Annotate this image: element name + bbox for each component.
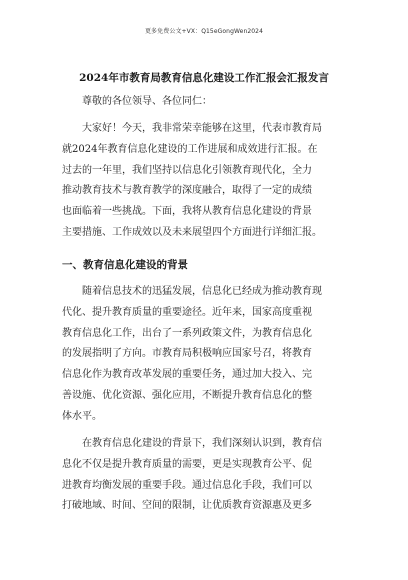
paragraph-line: 的发展指明了方向。市教育局积极响应国家号召，将教育 [62, 348, 312, 360]
paragraph-line: 大家好！今天，我非常荣幸能够在这里，代表市教育局 [82, 123, 322, 134]
paragraph-line: 在教育信息化建设的背景下，我们深刻认识到，教育信 [82, 438, 322, 449]
paragraph-line: 过去的一年里，我们坚持以信息化引领教育现代化，全力 [62, 164, 312, 176]
paragraph-line: 主要措施、工作成效以及未来展望四个方面进行详细汇报。 [62, 226, 322, 238]
paragraph-intro [62, 119, 348, 244]
paragraph-line: 体水平。 [62, 410, 102, 422]
greeting [62, 92, 348, 113]
paragraph-line: 善设施、优化资源、强化应用，不断提升教育信息化的整 [62, 389, 312, 401]
section-heading: 一、教育信息化建设的背景 [62, 259, 188, 271]
header-note: 更多免费公文+VX：Q15eGongWen2024 [144, 28, 264, 35]
paragraph-line: 推动教育技术与教育教学的深度融合，取得了一定的成绩 [62, 185, 312, 197]
paragraph-line: 随着信息技术的迅猛发展，信息化已经成为推动教育现 [82, 286, 322, 297]
paragraph-line: 打破地域、时间、空间的限制，让优质教育资源惠及更多 [62, 500, 312, 512]
paragraph-line: 信息化作为教育改革发展的重要任务，通过加大投入、完 [62, 369, 312, 381]
paragraph-significance [62, 434, 348, 517]
paragraph-background [62, 282, 348, 428]
greeting-line: 尊敬的各位领导、各位同仁： [82, 96, 212, 107]
paragraph-line: 代化、提升教育质量的重要途径。近年来，国家高度重视 [62, 306, 312, 318]
paragraph-line: 教育信息化工作，出台了一系列政策文件，为教育信息化 [62, 327, 312, 339]
paragraph-line: 息化不仅是提升教育质量的需要，更是实现教育公平、促 [62, 458, 312, 470]
paragraph-line: 也面临着一些挑战。下面，我将从教育信息化建设的背景 [62, 206, 312, 218]
paragraph-line: 进教育均衡发展的重要手段。通过信息化手段，我们可以 [62, 479, 312, 491]
document-title: 2024年市教育局教育信息化建设工作汇报会汇报发言 [79, 72, 329, 84]
paragraph-line: 就2024年教育信息化建设的工作进展和成效进行汇报。在 [62, 143, 318, 155]
